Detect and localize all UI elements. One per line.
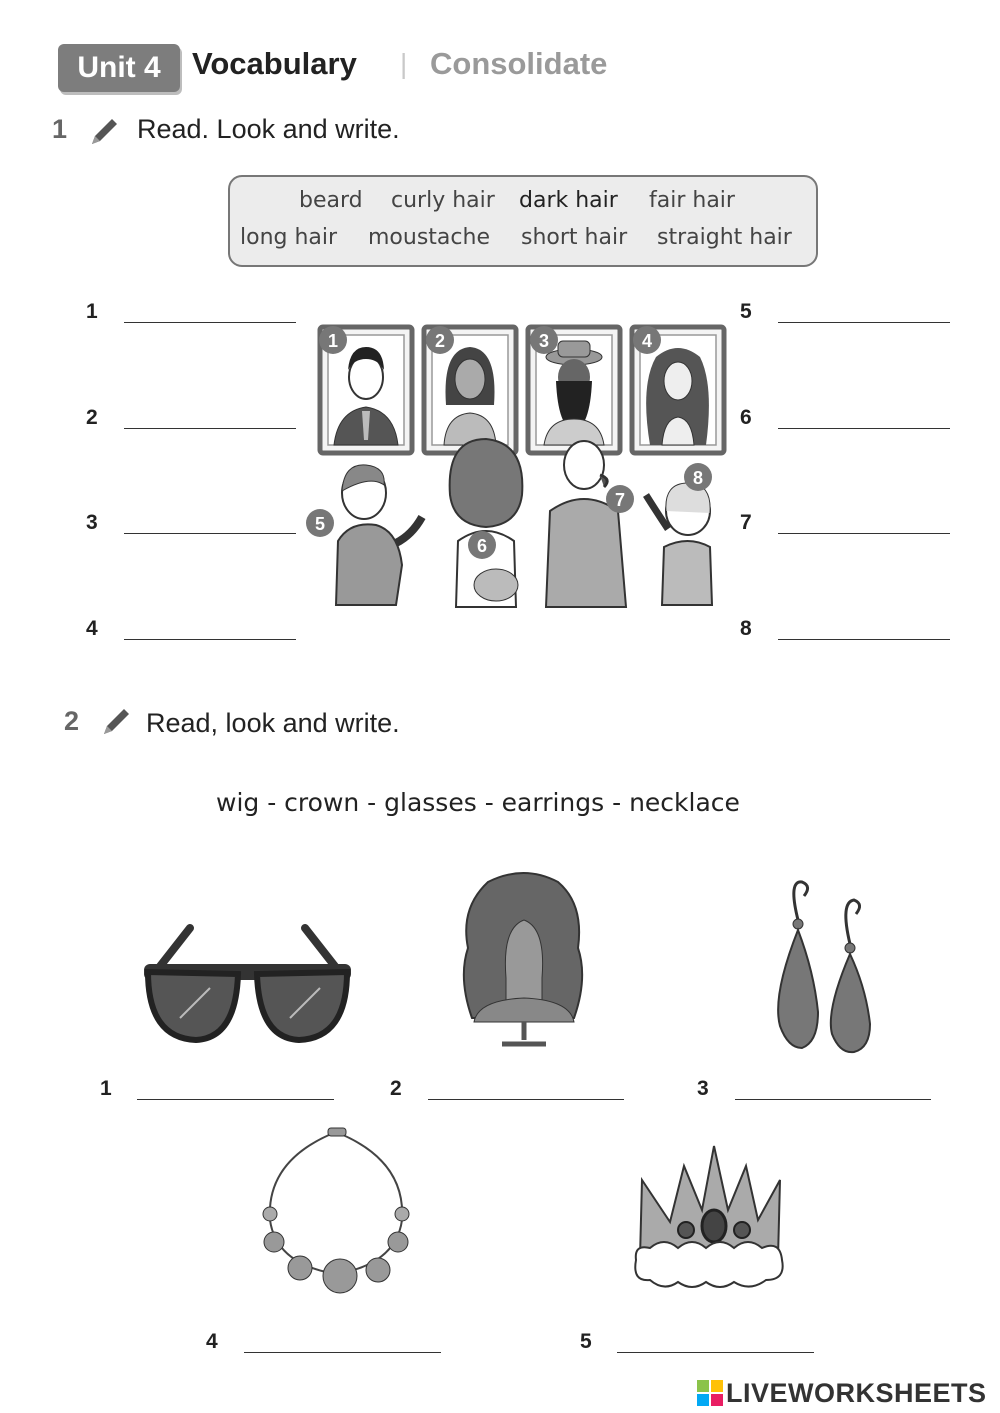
answer-line-4[interactable]: [124, 639, 296, 640]
title-separator: |: [400, 48, 408, 79]
answer-number: 6: [740, 406, 752, 429]
answer-line-2[interactable]: [124, 428, 296, 429]
answer-line-8[interactable]: [778, 639, 950, 640]
exercise-2-instruction: Read, look and write.: [146, 708, 400, 738]
answer-line-3[interactable]: [124, 533, 296, 534]
word-list: wig - crown - glasses - earrings - necklace: [216, 788, 740, 817]
number-badge: [633, 326, 661, 354]
earrings-icon: [768, 876, 878, 1054]
word-bank-item: straight hair: [657, 225, 792, 250]
answer-number: 2: [86, 406, 98, 429]
word-bank-item: curly hair: [391, 188, 495, 213]
svg-text:7: 7: [614, 490, 626, 510]
answer-number: 1: [86, 300, 98, 323]
word-bank-item: beard: [299, 188, 363, 213]
item-number: 3: [697, 1077, 709, 1100]
gallery-illustration: [300, 315, 740, 620]
svg-text:3: 3: [538, 331, 550, 351]
item-number: 5: [580, 1330, 592, 1353]
word-bank-item: fair hair: [649, 188, 735, 213]
unit-badge: Unit 4: [58, 44, 180, 92]
answer-number: 8: [740, 617, 752, 640]
answer-number: 5: [740, 300, 752, 323]
curly-hair-woman-figure: [450, 439, 523, 607]
svg-text:2: 2: [434, 331, 446, 351]
number-badge: [319, 326, 347, 354]
exercise-1-number: 1: [52, 114, 68, 144]
item-number: 4: [206, 1330, 218, 1353]
answer-line-item-4[interactable]: [244, 1352, 441, 1353]
necklace-icon: [256, 1124, 416, 1300]
word-bank-item: dark hair: [519, 188, 618, 213]
number-badge: [426, 326, 454, 354]
liveworksheets-logo-icon: [697, 1380, 723, 1406]
answer-line-5[interactable]: [778, 322, 950, 323]
liveworksheets-brand[interactable]: LIVEWORKSHEETS: [726, 1378, 987, 1408]
svg-text:5: 5: [314, 514, 326, 534]
svg-text:8: 8: [692, 468, 704, 488]
sunglasses-icon: [140, 920, 355, 1050]
exercise-1-instruction: Read. Look and write.: [137, 114, 400, 144]
number-badge: [306, 509, 334, 537]
answer-number: 4: [86, 617, 98, 640]
pencil-icon: [98, 704, 134, 740]
number-badge: [684, 463, 712, 491]
answer-line-item-2[interactable]: [428, 1099, 624, 1100]
word-bank-item: moustache: [368, 225, 490, 250]
man-figure: [546, 441, 626, 607]
answer-number: 7: [740, 511, 752, 534]
answer-line-item-1[interactable]: [137, 1099, 334, 1100]
number-badge: [530, 326, 558, 354]
answer-line-7[interactable]: [778, 533, 950, 534]
word-bank-item: long hair: [240, 225, 338, 250]
answer-number: 3: [86, 511, 98, 534]
number-badge: [606, 485, 634, 513]
boy-figure: [336, 465, 422, 605]
page-title: Vocabulary: [192, 46, 357, 81]
item-number: 1: [100, 1077, 112, 1100]
wig-icon: [458, 868, 588, 1048]
item-number: 2: [390, 1077, 402, 1100]
page-subtitle: Consolidate: [430, 46, 608, 81]
svg-text:6: 6: [476, 536, 488, 556]
pencil-icon: [86, 114, 122, 150]
svg-text:4: 4: [641, 331, 653, 351]
answer-line-6[interactable]: [778, 428, 950, 429]
answer-line-1[interactable]: [124, 322, 296, 323]
svg-text:1: 1: [327, 331, 339, 351]
crown-icon: [630, 1140, 788, 1300]
answer-line-item-3[interactable]: [735, 1099, 931, 1100]
exercise-2-number: 2: [64, 706, 80, 736]
number-badge: [468, 531, 496, 559]
girl-figure: [646, 483, 712, 605]
answer-line-item-5[interactable]: [617, 1352, 814, 1353]
word-bank-item: short hair: [521, 225, 628, 250]
